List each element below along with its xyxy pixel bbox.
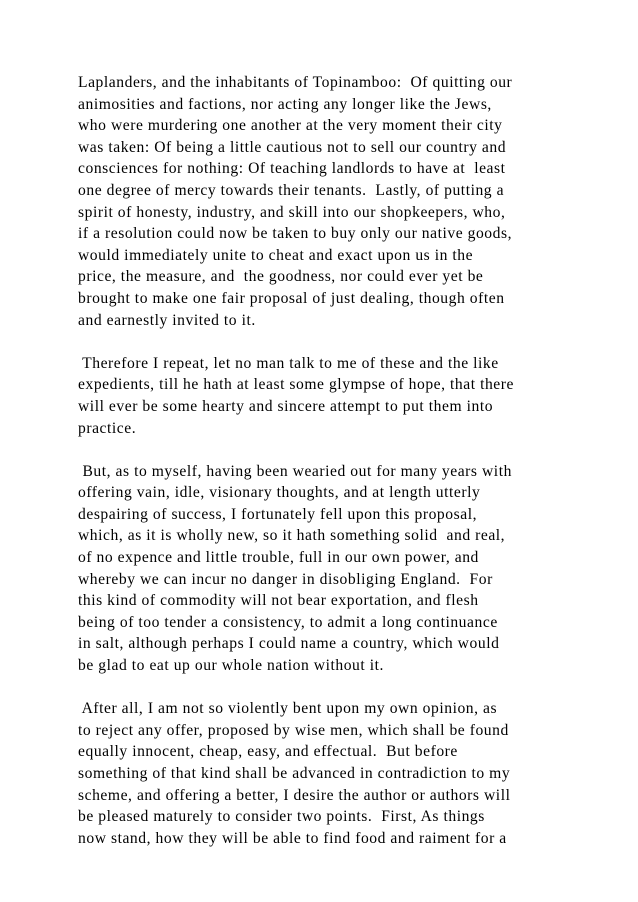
text-line: who were murdering one another at the very moment their city bbox=[78, 117, 503, 135]
text-line: which, as it is wholly new, so it hath something solid and real, bbox=[78, 527, 506, 545]
text-line: be glad to eat up our whole nation without it. bbox=[78, 657, 384, 675]
paragraph-1 bbox=[78, 72, 578, 331]
text-line: whereby we can incur no danger in disobliging England. For bbox=[78, 570, 493, 588]
text-line: to reject any offer, proposed by wise men, which shall be found bbox=[78, 721, 509, 739]
text-line: expedients, till he hath at least some glympse of hope, that there bbox=[78, 376, 514, 394]
text-line: despairing of success, I fortunately fell upon this proposal, bbox=[78, 505, 478, 523]
paragraph-2 bbox=[78, 353, 578, 439]
text-line: be pleased maturely to consider two points. First, As things bbox=[78, 808, 485, 826]
text-line: price, the measure, and the goodness, nor could ever yet be bbox=[78, 268, 484, 286]
text-line: brought to make one fair proposal of just dealing, though often bbox=[78, 289, 505, 307]
text-line: But, as to myself, having been wearied out for many years with bbox=[78, 462, 512, 480]
text-line: equally innocent, cheap, easy, and effectual. But before bbox=[78, 743, 458, 761]
text-line: would immediately unite to cheat and exact upon us in the bbox=[78, 246, 474, 264]
text-line: being of too tender a consistency, to admit a long continuance bbox=[78, 613, 498, 631]
text-line: After all, I am not so violently bent upon my own opinion, as bbox=[78, 700, 498, 718]
text-line: Laplanders, and the inhabitants of Topinamboo: Of quitting our bbox=[78, 74, 513, 91]
text-line: animosities and factions, nor acting any longer like the Jews, bbox=[78, 95, 492, 113]
paragraph-gap bbox=[78, 331, 578, 353]
text-line: one degree of mercy towards their tenants. Lastly, of putting a bbox=[78, 181, 505, 199]
text-line: was taken: Of being a little cautious not to sell our country and bbox=[78, 138, 507, 156]
paragraph-4 bbox=[78, 698, 578, 849]
text-line: spirit of honesty, industry, and skill into our shopkeepers, who, bbox=[78, 203, 506, 221]
text-line: of no expence and little trouble, full in our own power, and bbox=[78, 549, 479, 567]
paragraph-gap bbox=[78, 677, 578, 699]
text-line: if a resolution could now be taken to buy only our native goods, bbox=[78, 225, 513, 243]
text-line: practice. bbox=[78, 419, 137, 437]
text-line: now stand, how they will be able to find food and raiment for a bbox=[78, 829, 507, 847]
paragraph-3 bbox=[78, 461, 578, 677]
paragraph-gap bbox=[78, 439, 578, 461]
text-line: consciences for nothing: Of teaching landlords to have at least bbox=[78, 160, 506, 178]
text-line: this kind of commodity will not bear exportation, and flesh bbox=[78, 592, 479, 610]
text-line: Therefore I repeat, let no man talk to me of these and the like bbox=[78, 354, 499, 372]
text-line: something of that kind shall be advanced in contradiction to my bbox=[78, 765, 511, 782]
text-line: will ever be some hearty and sincere attempt to put them into bbox=[78, 397, 494, 415]
text-line: and earnestly invited to it. bbox=[78, 311, 256, 329]
text-line: offering vain, idle, visionary thoughts, and at length utterly bbox=[78, 484, 481, 502]
text-line: scheme, and offering a better, I desire the author or authors will bbox=[78, 786, 511, 804]
document-body bbox=[78, 72, 578, 849]
text-line: in salt, although perhaps I could name a country, which would bbox=[78, 635, 500, 653]
